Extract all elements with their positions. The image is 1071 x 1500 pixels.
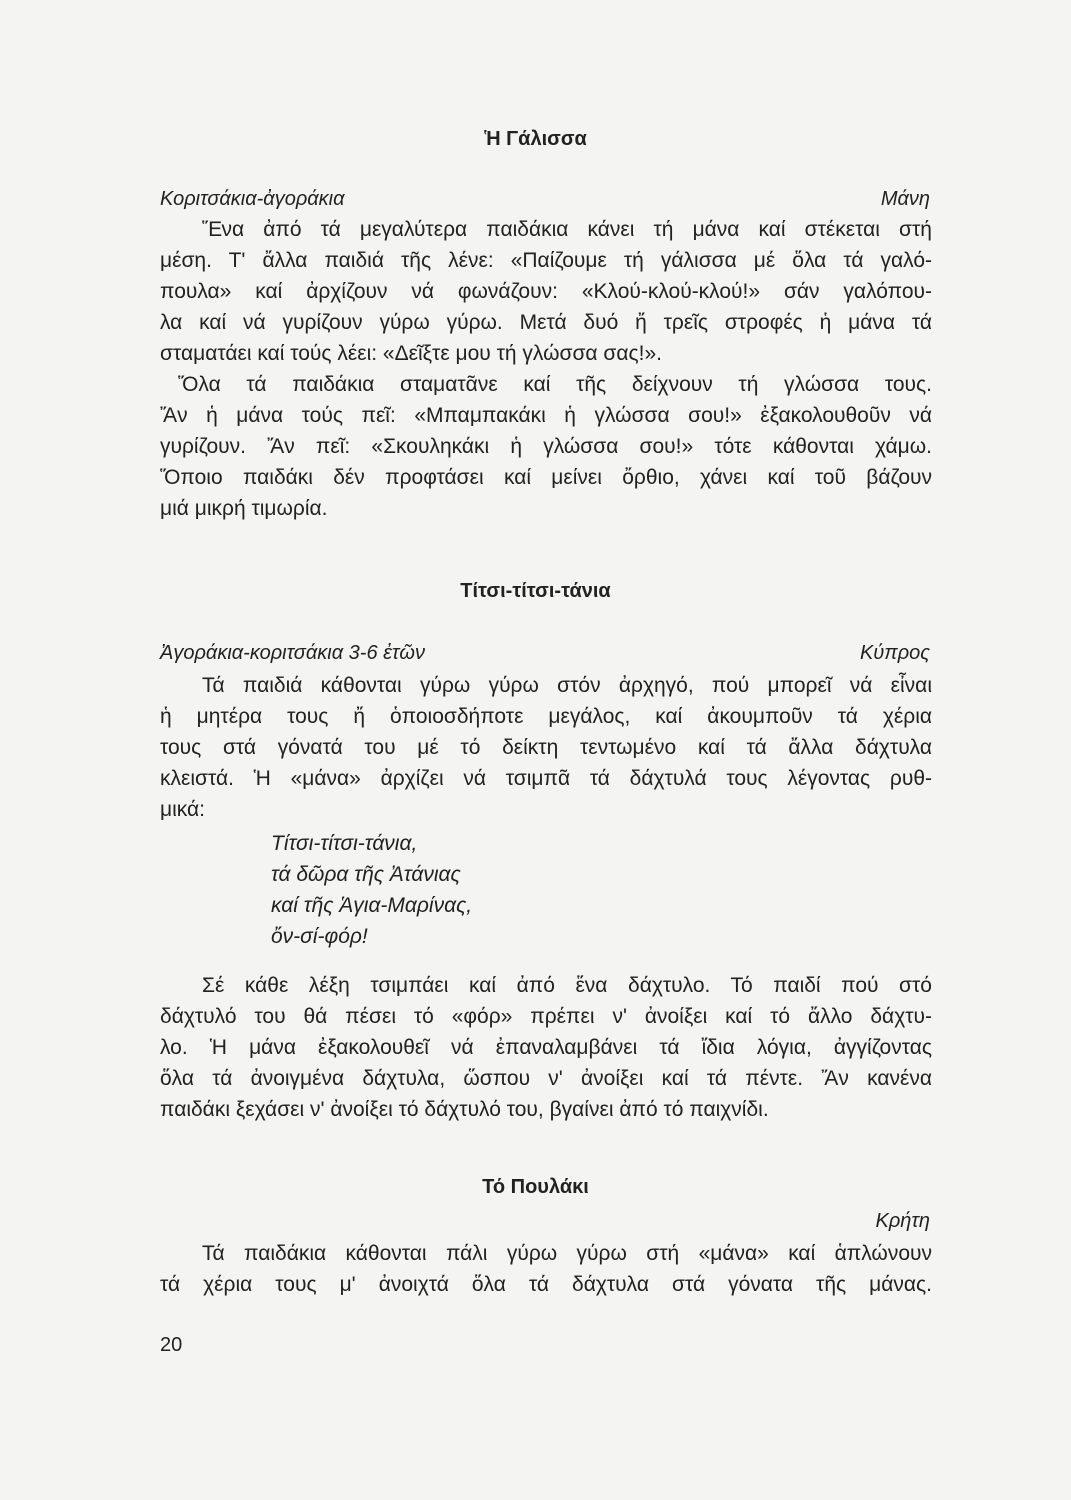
section-meta-poulaki <box>160 1210 930 1233</box>
page-number: 20 <box>160 1334 183 1356</box>
text-line: Ἕνα ἀπό τά μεγαλύτερα παιδάκια κάνει τή μάνα καί στέκεται στή <box>202 218 932 241</box>
text-line: μέση. Τ' ἄλλα παιδιά τῆς λένε: «Παίζουμε τή γάλισσα μέ ὅλα τά γαλό- <box>160 249 932 272</box>
region-label: Μάνη <box>880 188 930 210</box>
verse-line: καί τῆς Ἁγια-Μαρίνας, <box>271 894 473 917</box>
text-line: Σέ κάθε λέξη τσιμπάει καί ἀπό ἕνα δάχτυλο. Τό παιδί πού στό <box>202 974 932 997</box>
text-line: σταματάει καί τούς λέει: «Δεῖξτε μου τή γλώσσα σας!». <box>160 342 662 365</box>
text-line: πουλα» καί ἀρχίζουν νά φωνάζουν: «Κλού-κλού-κλού!» σάν γαλόπου- <box>160 280 932 303</box>
verse-line: Τίτσι-τίτσι-τάνια, <box>271 832 418 855</box>
section-title-poulaki: Τό Πουλάκι <box>482 1176 589 1198</box>
text-line: κλειστά. Ἡ «μάνα» ἀρχίζει νά τσιμπᾶ τά δάχτυλά τους λέγοντας ρυθ- <box>160 767 932 790</box>
paragraph-titsi-rules <box>160 970 932 1125</box>
section-meta-titsi <box>160 642 930 665</box>
text-line: Τά παιδάκια κάθονται πάλι γύρω γύρω στή «μάνα» καί ἁπλώνουν <box>202 1242 932 1265</box>
text-line: γυρίζουν. Ἄν πεῖ: «Σκουληκάκι ἡ γλώσσα σου!» τότε κάθονται χάμω. <box>160 435 932 458</box>
text-line: Τά παιδιά κάθονται γύρω γύρω στόν ἀρχηγό, πού μπορεῖ νά εἶναι <box>202 674 932 697</box>
text-line: λα καί νά γυρίζουν γύρω γύρω. Μετά δυό ἤ τρεῖς στροφές ἡ μάνα τά <box>160 311 932 334</box>
text-line: τά χέρια τους μ' ἀνοιχτά ὅλα τά δάχτυλα στά γόνατα τῆς μάνας. <box>160 1273 932 1296</box>
region-label: Κρήτη <box>875 1210 930 1232</box>
text-line: λο. Ἡ μάνα ἐξακολουθεῖ νά ἐπαναλαμβάνει τά ἴδια λόγια, ἀγγίζοντας <box>160 1036 932 1059</box>
text-line: δάχτυλό του θά πέσει τό «φόρ» πρέπει ν' ἀνοίξει καί τό ἄλλο δάχτυ- <box>160 1005 932 1028</box>
text-line: Ὅποιο παιδάκι δέν προφτάσει καί μείνει ὄρθιο, χάνει καί τοῦ βάζουν <box>160 466 932 489</box>
region-label: Κύπρος <box>859 642 930 664</box>
text-line: ἡ μητέρα τους ἤ ὁποιοσδήποτε μεγάλος, καί ἀκουμποῦν τά χέρια <box>160 705 932 728</box>
section-title-titsi: Τίτσι-τίτσι-τάνια <box>460 580 611 602</box>
paragraph-poulaki <box>160 1238 932 1300</box>
audience-label: Ἀγοράκια-κοριτσάκια 3-6 ἐτῶν <box>160 642 425 664</box>
text-line: Ἄν ἡ μάνα τούς πεῖ: «Μπαμπακάκι ἡ γλώσσα σου!» ἐξακολουθοῦν νά <box>160 404 932 427</box>
rhyme-verse <box>271 828 472 952</box>
text-line: μικά: <box>160 798 205 821</box>
verse-line: τά δῶρα τῆς Ἀτάνιας <box>271 863 461 886</box>
verse-line: ὄν-σί-φόρ! <box>271 925 368 948</box>
section-meta-galissa <box>160 188 930 211</box>
section-title-galissa: Ἡ Γάλισσα <box>484 128 587 150</box>
text-line: παιδάκι ξεχάσει ν' ἀνοίξει τό δάχτυλό του, βγαίνει ἀπό τό παιχνίδι. <box>160 1098 769 1121</box>
text-line: ὅλα τά ἀνοιγμένα δάχτυλα, ὥσπου ν' ἀνοίξει καί τά πέντε. Ἄν κανένα <box>160 1067 932 1090</box>
text-line: μιά μικρή τιμωρία. <box>160 497 328 520</box>
audience-label: Κοριτσάκια-ἀγοράκια <box>160 188 345 210</box>
text-line: Ὅλα τά παιδάκια σταματᾶνε καί τῆς δείχνουν τή γλώσσα τους. <box>178 373 932 396</box>
paragraph-galissa <box>160 214 932 524</box>
text-line: τους στά γόνατά του μέ τό δείκτη τεντωμένο καί τά ἄλλα δάχτυλα <box>160 736 932 759</box>
paragraph-titsi-intro <box>160 670 932 825</box>
